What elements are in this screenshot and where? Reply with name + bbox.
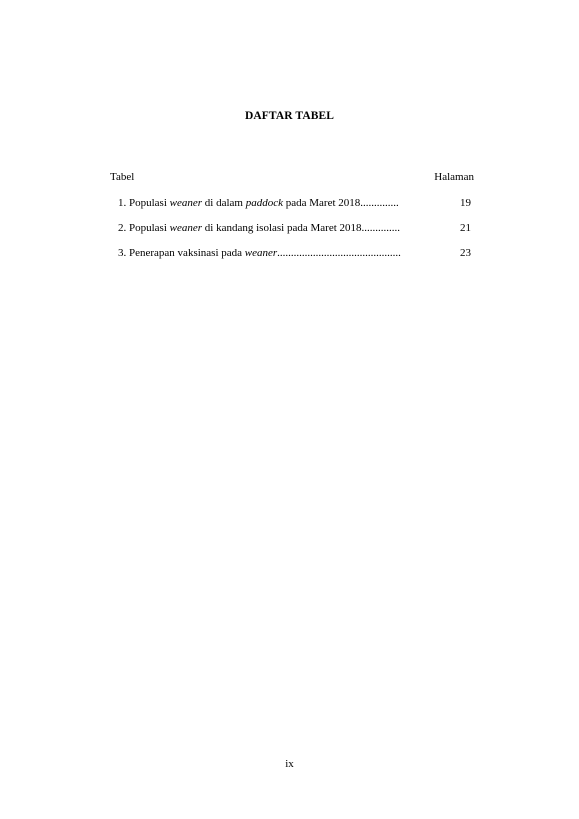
entry-text: Populasi [129, 197, 170, 209]
entry-dot-leader: ............................................. [277, 247, 401, 259]
toc-entry-2-page: 21 [460, 222, 471, 234]
entry-italic-text: paddock [245, 197, 283, 209]
toc-entry-2 [118, 222, 471, 247]
toc-entry-3 [118, 247, 471, 272]
toc-entry-1 [118, 197, 471, 222]
entry-number: 2. [118, 222, 127, 234]
toc-entry-3-text [118, 247, 422, 259]
entry-text: Penerapan vaksinasi pada [129, 247, 245, 259]
entry-italic-text: weaner [169, 197, 203, 209]
page-title: DAFTAR TABEL [244, 110, 335, 122]
entry-text: di dalam [202, 197, 246, 209]
entry-dot-leader: .............. [361, 222, 401, 234]
entry-italic-text: weaner [169, 222, 203, 234]
page-number: ix [285, 758, 294, 770]
entry-number: 1. [118, 197, 127, 209]
toc-entry-1-page: 19 [460, 197, 471, 209]
header-halaman-label: Halaman [434, 171, 474, 183]
toc-entry-1-text [118, 197, 422, 209]
toc-entry-2-text [118, 222, 422, 234]
entry-dot-leader: .............. [360, 197, 399, 209]
table-of-contents [118, 197, 471, 272]
toc-entry-3-page: 23 [460, 247, 471, 259]
entry-number: 3. [118, 247, 127, 259]
entry-italic-text: weaner [244, 247, 278, 259]
entry-text: pada Maret 2018 [283, 197, 361, 209]
entry-text: di kandang isolasi pada Maret 2018 [202, 222, 362, 234]
toc-header [110, 171, 474, 183]
header-tabel-label: Tabel [110, 171, 135, 183]
entry-text: Populasi [129, 222, 170, 234]
